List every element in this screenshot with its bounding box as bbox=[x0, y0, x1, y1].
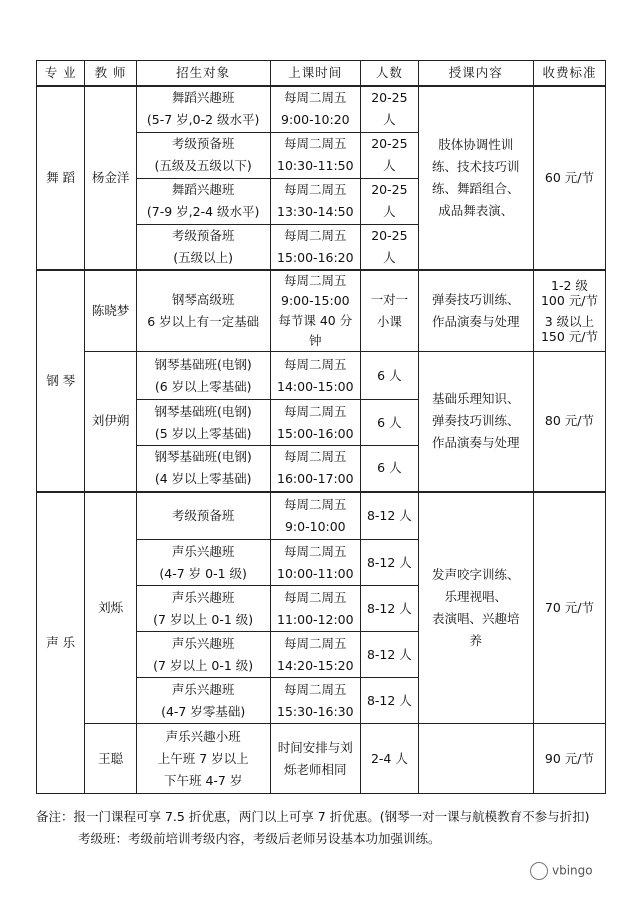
header-time: 上课时间 bbox=[270, 61, 361, 87]
content-cell: 发声咬字训练、 乐理视唱、 表演唱、兴趣培 养 bbox=[418, 492, 533, 724]
teacher-cell: 陈晓梦 bbox=[85, 270, 136, 352]
target-cell: 钢琴基础班(电钢) (6 岁以上零基础) bbox=[136, 352, 270, 400]
target-cell: 考级预备班 (五级以上) bbox=[136, 224, 270, 270]
header-major: 专 业 bbox=[37, 61, 85, 87]
header-people: 人数 bbox=[361, 61, 419, 87]
fee-cell: 90 元/节 bbox=[533, 724, 605, 794]
people-cell: 6 人 bbox=[361, 352, 419, 400]
target-cell: 舞蹈兴趣班 (5-7 岁,0-2 级水平) bbox=[136, 86, 270, 132]
people-cell: 20-25 人 bbox=[361, 224, 419, 270]
target-cell: 声乐兴趣小班 上午班 7 岁以上 下午班 4-7 岁 bbox=[136, 724, 270, 794]
target-cell: 声乐兴趣班 (4-7 岁零基础) bbox=[136, 678, 270, 724]
fee-cell: 1-2 级 100 元/节 3 级以上 150 元/节 bbox=[533, 270, 605, 352]
time-cell: 每周二周五 11:00-12:00 bbox=[270, 586, 361, 632]
time-cell: 每周二周五 9:0-10:00 bbox=[270, 492, 361, 540]
teacher-cell: 杨金洋 bbox=[85, 86, 136, 270]
time-cell: 每周二周五 15:30-16:30 bbox=[270, 678, 361, 724]
people-cell: 一对一 小课 bbox=[361, 270, 419, 352]
time-cell: 每周二周五 14:20-15:20 bbox=[270, 632, 361, 678]
people-cell: 8-12 人 bbox=[361, 678, 419, 724]
watermark bbox=[530, 862, 593, 880]
table-row bbox=[37, 352, 606, 400]
people-cell: 8-12 人 bbox=[361, 540, 419, 586]
time-cell: 每周二周五 16:00-17:00 bbox=[270, 446, 361, 492]
table-row bbox=[37, 270, 606, 352]
header-teacher: 教 师 bbox=[85, 61, 136, 87]
course-table bbox=[36, 60, 606, 794]
target-cell: 考级预备班 bbox=[136, 492, 270, 540]
content-cell: 肢体协调性训 练、技术技巧训 练、舞蹈组合、 成品舞表演、 bbox=[418, 86, 533, 270]
people-cell: 20-25 人 bbox=[361, 86, 419, 132]
time-cell: 每周二周五 13:30-14:50 bbox=[270, 178, 361, 224]
teacher-cell: 刘伊朔 bbox=[85, 352, 136, 492]
time-cell: 每周二周五 9:00-10:20 bbox=[270, 86, 361, 132]
major-vocal: 声 乐 bbox=[37, 492, 85, 794]
target-cell: 钢琴高级班 6 岁以上有一定基础 bbox=[136, 270, 270, 352]
major-piano: 钢 琴 bbox=[37, 270, 85, 492]
fee-cell: 70 元/节 bbox=[533, 492, 605, 724]
fee-cell: 60 元/节 bbox=[533, 86, 605, 270]
people-cell: 20-25 人 bbox=[361, 132, 419, 178]
teacher-cell: 王聪 bbox=[85, 724, 136, 794]
time-cell: 每周二周五 14:00-15:00 bbox=[270, 352, 361, 400]
content-cell: 基础乐理知识、 弹奏技巧训练、 作品演奏与处理 bbox=[418, 352, 533, 492]
people-cell: 2-4 人 bbox=[361, 724, 419, 794]
note-exam-class: 考级班：考级前培训考级内容，考级后老师另设基本功加强训练。 bbox=[78, 831, 441, 846]
time-cell: 每周二周五 15:00-16:00 bbox=[270, 400, 361, 446]
time-cell: 每周二周五 10:30-11:50 bbox=[270, 132, 361, 178]
header-fee: 收费标准 bbox=[533, 61, 605, 87]
target-cell: 钢琴基础班(电钢) (4 岁以上零基础) bbox=[136, 446, 270, 492]
fee-cell: 80 元/节 bbox=[533, 352, 605, 492]
header-row bbox=[37, 61, 606, 87]
table-row bbox=[37, 86, 606, 132]
content-cell bbox=[418, 724, 533, 794]
target-cell: 钢琴基础班(电钢) (5 岁以上零基础) bbox=[136, 400, 270, 446]
major-dance: 舞 蹈 bbox=[37, 86, 85, 270]
time-cell: 时间安排与刘 烁老师相同 bbox=[270, 724, 361, 794]
table-row bbox=[37, 724, 606, 794]
time-cell: 每周二周五 15:00-16:20 bbox=[270, 224, 361, 270]
time-cell: 每周二周五 10:00-11:00 bbox=[270, 540, 361, 586]
people-cell: 8-12 人 bbox=[361, 586, 419, 632]
people-cell: 8-12 人 bbox=[361, 632, 419, 678]
people-cell: 20-25 人 bbox=[361, 178, 419, 224]
time-cell: 每周二周五 9:00-15:00 每节课 40 分钟 bbox=[270, 270, 361, 352]
target-cell: 声乐兴趣班 (7 岁以上 0-1 级) bbox=[136, 632, 270, 678]
watermark-text: vbingo bbox=[552, 863, 593, 878]
content-cell: 弹奏技巧训练、 作品演奏与处理 bbox=[418, 270, 533, 352]
people-cell: 6 人 bbox=[361, 446, 419, 492]
people-cell: 8-12 人 bbox=[361, 492, 419, 540]
people-cell: 6 人 bbox=[361, 400, 419, 446]
teacher-cell: 刘烁 bbox=[85, 492, 136, 724]
target-cell: 考级预备班 (五级及五级以下) bbox=[136, 132, 270, 178]
header-content: 授课内容 bbox=[418, 61, 533, 87]
target-cell: 声乐兴趣班 (7 岁以上 0-1 级) bbox=[136, 586, 270, 632]
target-cell: 舞蹈兴趣班 (7-9 岁,2-4 级水平) bbox=[136, 178, 270, 224]
note-discount: 备注：报一门课程可享 7.5 折优惠，两门以上可享 7 折优惠。(钢琴一对一课与航模教育不参与折扣) bbox=[36, 809, 590, 824]
target-cell: 声乐兴趣班 (4-7 岁 0-1 级) bbox=[136, 540, 270, 586]
wechat-icon bbox=[530, 862, 548, 880]
header-target: 招生对象 bbox=[136, 61, 270, 87]
table-row bbox=[37, 492, 606, 540]
